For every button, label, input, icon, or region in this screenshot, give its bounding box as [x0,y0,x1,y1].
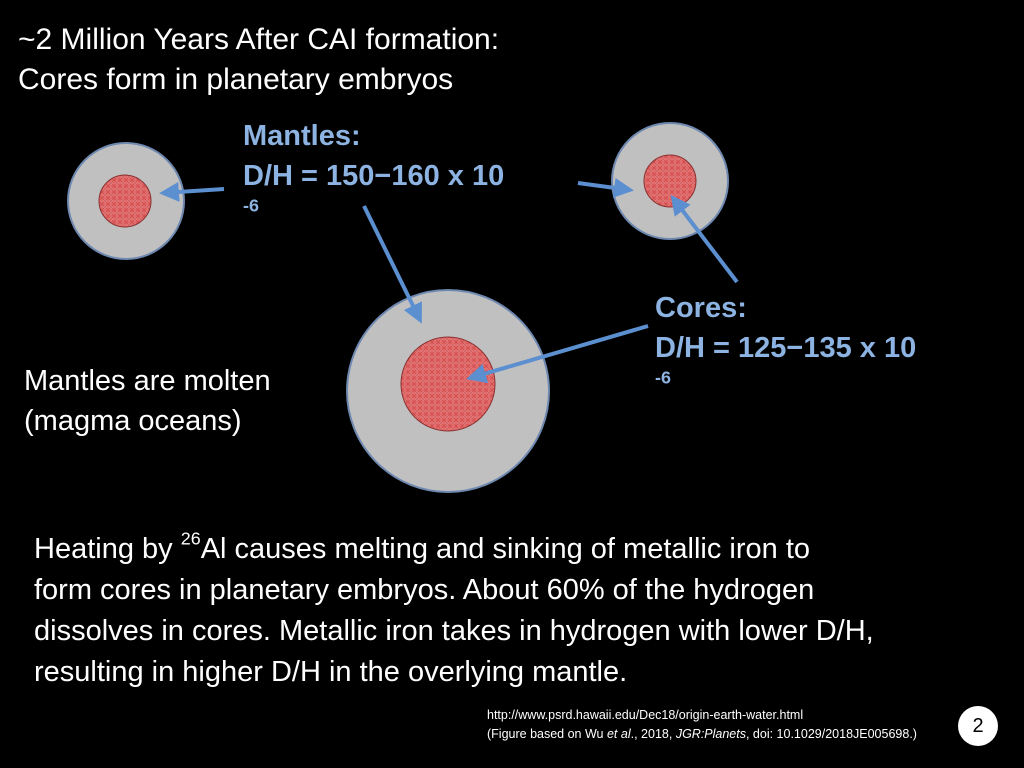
source-url: http://www.psrd.hawaii.edu/Dec18/origin-earth-water.html [487,708,804,722]
source-citation [487,706,917,744]
mantles-dh-prefix: D/H = 150−160 x 10 [243,160,505,192]
mantles-dh-exponent: -6 [243,195,259,216]
title-line-2: Cores form in planetary embryos [18,63,454,96]
cores-dh-exponent: -6 [655,367,671,388]
molten-line-2: (magma oceans) [24,405,242,437]
cite-part-3: , doi: 10.1029/2018JE005698.) [745,727,917,741]
mantles-heading: Mantles: [243,120,361,152]
cores-dh-value [655,328,916,408]
cite-part-2: ., 2018, [630,727,676,741]
molten-line-1: Mantles are molten [24,365,271,397]
cite-part-1: (Figure based on Wu [487,727,607,741]
cores-dh-prefix: D/H = 125−135 x 10 [655,332,917,364]
core-small-right [644,155,696,207]
embryo-small-left [68,143,184,259]
cite-journal: JGR:Planets [675,727,746,741]
cores-dh-label [655,288,916,408]
body-after: Al causes melting and sinking of metallic iron to form cores in planetary embryos. About 60% of the hydrogen dissolves in cores. Metallic iron takes in hydrogen with lower D/H, resulting in higher D/H in the overlying mantle. [34,533,874,688]
mantles-dh-label [243,116,504,236]
cite-etal: et al [606,727,631,741]
body-superscript: 26 [180,528,201,549]
source-figure-credit [487,725,917,744]
embryo-large-center [347,290,549,492]
molten-note [24,361,271,441]
core-small-left [99,175,151,227]
core-large [401,337,495,431]
title-line-1: ~2 Million Years After CAI formation: [18,23,500,56]
page-number-badge: 2 [958,706,998,746]
explanation-paragraph [34,529,874,693]
embryo-small-right [612,123,728,239]
body-before: Heating by [34,533,181,565]
mantles-dh-value [243,156,504,236]
cores-heading: Cores: [655,292,747,324]
